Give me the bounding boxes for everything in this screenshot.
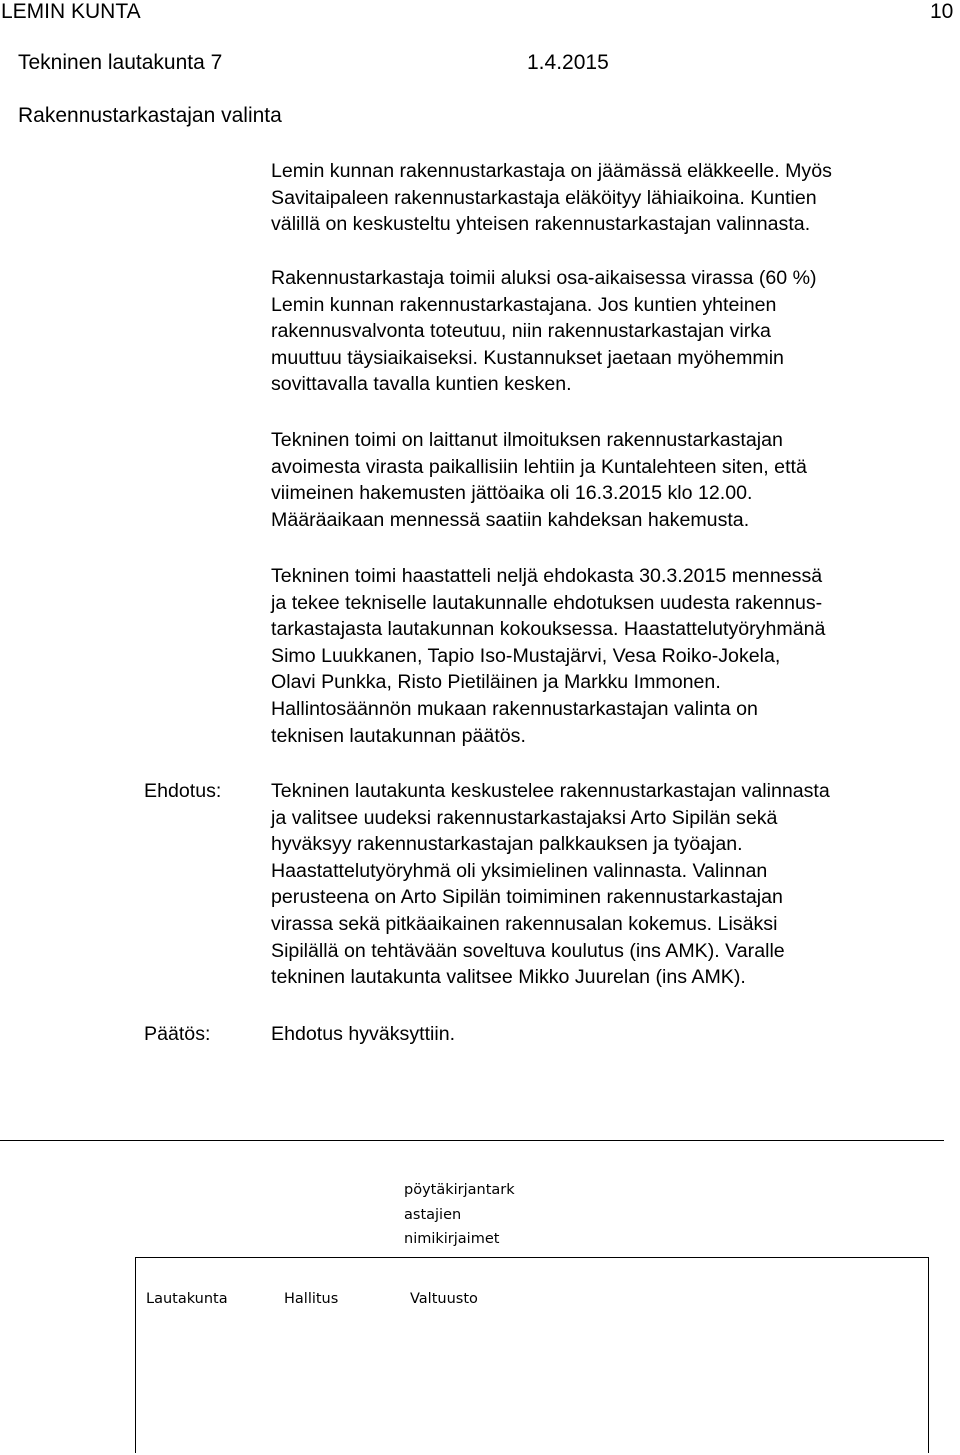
text-line: Olavi Punkka, Risto Pietiläinen ja Markku Immonen.: [271, 671, 721, 694]
meeting-date: 1.4.2015: [527, 51, 609, 74]
text-line: ja valitsee uudeksi rakennustarkastajaksi Arto Sipilän sekä: [271, 806, 778, 829]
text-line: Haastattelutyöryhmä oli yksimielinen valinnasta. Valinnan: [271, 859, 768, 882]
text-line: Savitaipaleen rakennustarkastaja eläköityy lähiaikoina. Kuntien: [271, 186, 817, 209]
text-line: Lemin kunnan rakennustarkastajana. Jos kuntien yhteinen: [271, 293, 777, 316]
text-line: tekninen lautakunta valitsee Mikko Juurelan (ins AMK).: [271, 966, 746, 989]
text-line: muuttuu täysiaikaiseksi. Kustannukset jaetaan myöhemmin: [271, 346, 784, 369]
initials-column-government: Hallitus: [284, 1291, 339, 1307]
text-line: hyväksyy rakennustarkastajan palkkauksen ja työajan.: [271, 833, 743, 856]
paragraph-position: [271, 265, 951, 398]
page-number: 10: [930, 0, 954, 23]
text-line: välillä on keskusteltu yhteisen rakennustarkastajan valinnasta.: [271, 213, 811, 236]
section-title: Rakennustarkastajan valinta: [18, 104, 282, 127]
text-line: teknisen lautakunnan päätös.: [271, 724, 526, 747]
initials-box: [135, 1257, 929, 1453]
text-line: avoimesta virasta paikallisiin lehtiin ja Kuntalehteen siten, että: [271, 455, 807, 478]
board-meeting-number: Tekninen lautakunta 7: [18, 51, 223, 74]
text-line: rakennusvalvonta toteutuu, niin rakennustarkastajan virka: [271, 320, 771, 343]
text-line: ja tekee tekniselle lautakunnalle ehdotuksen uudesta rakennus-: [271, 591, 823, 614]
paragraph-announcement: [271, 427, 951, 533]
initials-column-council: Valtuusto: [410, 1291, 478, 1307]
text-line: Tekninen toimi on laittanut ilmoituksen rakennustarkastajan: [271, 429, 783, 451]
paragraph-interviews: [271, 563, 951, 749]
text-line: Simo Luukkanen, Tapio Iso-Mustajärvi, Vesa Roiko-Jokela,: [271, 644, 781, 667]
text-line: Sipilällä on tehtävään soveltuva koulutus (ins AMK). Varalle: [271, 939, 785, 962]
decision-text: [271, 1021, 951, 1048]
municipality-name: LEMIN KUNTA: [1, 0, 141, 23]
text-line: Määräaikaan mennessä saatiin kahdeksan hakemusta.: [271, 508, 750, 531]
text-line: Rakennustarkastaja toimii aluksi osa-aikaisessa virassa (60 %): [271, 267, 817, 289]
text-line: Lemin kunnan rakennustarkastaja on jäämässä eläkkeelle. Myös: [271, 160, 832, 182]
signature-label: [404, 1178, 604, 1252]
paragraph-background: [271, 158, 951, 238]
text-line: nimikirjaimet: [404, 1231, 500, 1247]
text-line: pöytäkirjantark: [404, 1182, 515, 1198]
proposal-text: [271, 778, 951, 991]
text-line: Hallintosäännön mukaan rakennustarkastajan valinta on: [271, 697, 758, 720]
text-line: tarkastajasta lautakunnan kokouksessa. Haastattelutyöryhmänä: [271, 618, 826, 641]
text-line: virassa sekä pitkäaikainen rakennusalan kokemus. Lisäksi: [271, 912, 778, 935]
text-line: Tekninen lautakunta keskustelee rakennustarkastajan valinnasta: [271, 780, 830, 802]
footer-divider: [0, 1140, 944, 1141]
text-line: astajien: [404, 1206, 462, 1223]
proposal-label: Ehdotus:: [144, 780, 222, 802]
text-line: viimeinen hakemusten jättöaika oli 16.3.2015 klo 12.00.: [271, 482, 753, 505]
initials-column-board: Lautakunta: [146, 1291, 228, 1307]
text-line: perusteena on Arto Sipilän toimiminen rakennustarkastajan: [271, 886, 783, 909]
text-line: Tekninen toimi haastatteli neljä ehdokasta 30.3.2015 mennessä: [271, 565, 823, 587]
text-line: sovittavalla tavalla kuntien kesken.: [271, 373, 572, 396]
text-line: Ehdotus hyväksyttiin.: [271, 1023, 456, 1045]
decision-label: Päätös:: [144, 1023, 211, 1045]
